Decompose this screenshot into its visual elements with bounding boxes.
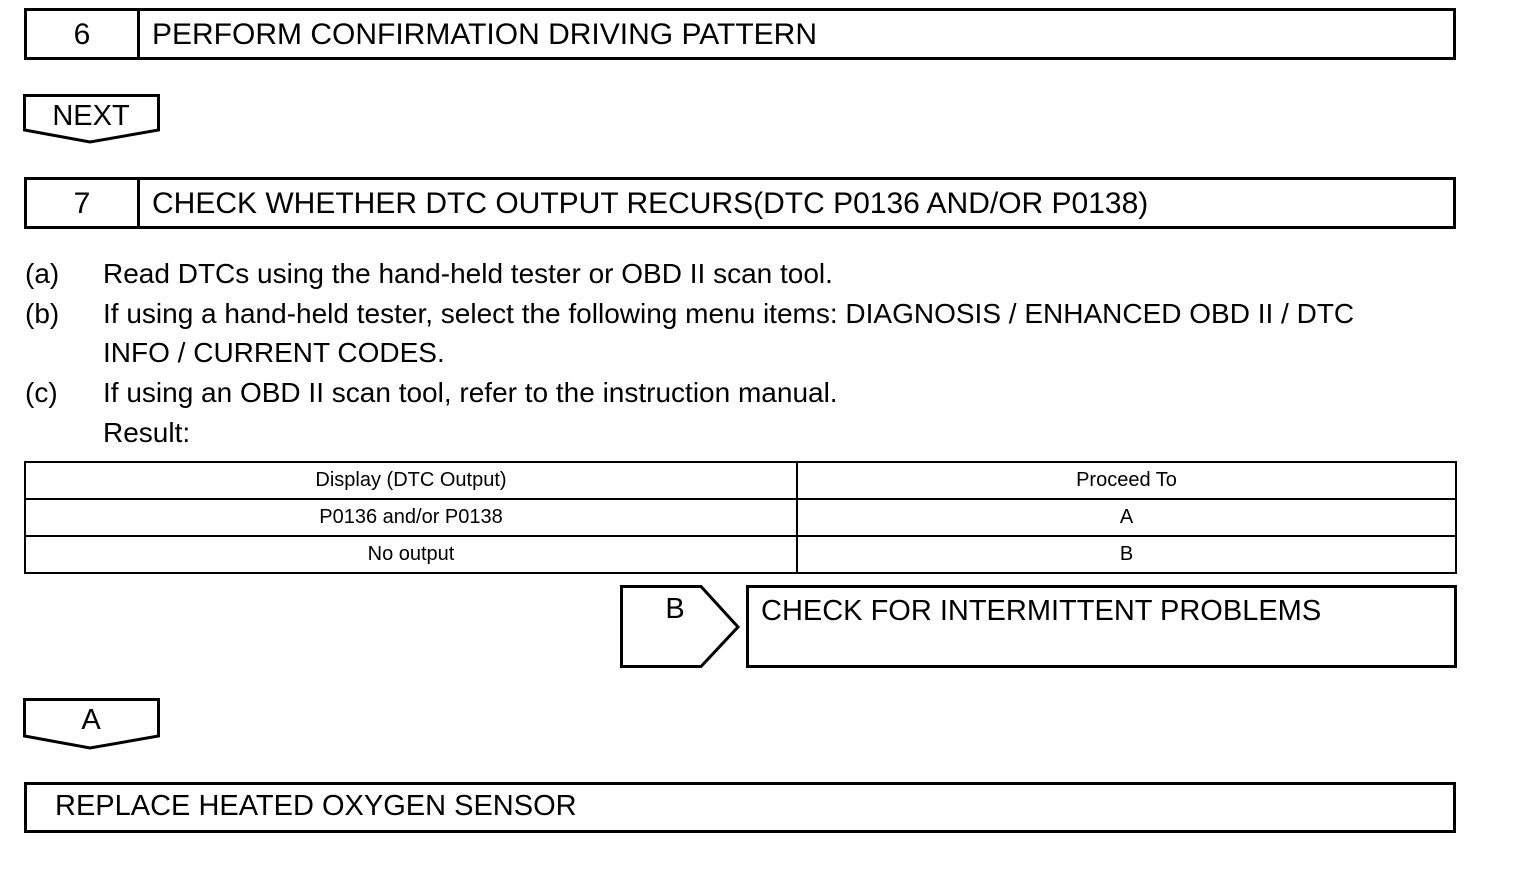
result-table-header-proceed: Proceed To [797,462,1456,499]
next-tag [23,94,159,146]
instruction-c-text: If using an OBD II scan tool, refer to the instruction manual. [103,377,838,408]
instruction-a-text: Read DTCs using the hand-held tester or OBD II scan tool. [103,258,833,289]
step-6-title: PERFORM CONFIRMATION DRIVING PATTERN [152,18,817,51]
table-cell-proceed: A [797,499,1456,536]
instruction-a [25,254,1505,294]
instruction-b-text-line2: INFO / CURRENT CODES. [103,337,445,368]
instruction-c-key: (c) [25,377,58,408]
branch-b-tag [620,585,742,669]
result-label-row [25,413,1505,453]
instruction-b-text-line1: If using a hand-held tester, select the following menu items: DIAGNOSIS / ENHANCED OBD II / DTC [103,298,1355,329]
step-7-header [24,177,1456,229]
branch-a-tag [23,698,159,750]
step-6-number: 6 [27,11,140,57]
instruction-list [25,254,1505,454]
branch-a-action-box [24,782,1456,833]
branch-b-action-box [746,585,1457,668]
table-row [25,499,1456,536]
instruction-a-key: (a) [25,258,60,289]
result-table-header-row [25,462,1456,499]
instruction-c [25,373,1505,413]
branch-a-label: A [81,704,101,736]
result-table [24,461,1457,574]
table-cell-proceed: B [797,536,1456,573]
step-6-header [24,8,1456,60]
branch-b-label: B [665,593,685,625]
instruction-b [25,294,1505,374]
step-7-title: CHECK WHETHER DTC OUTPUT RECURS(DTC P0136 AND/OR P0138) [152,187,1149,220]
result-table-header-display: Display (DTC Output) [25,462,797,499]
table-cell-display: P0136 and/or P0138 [25,499,797,536]
table-cell-display: No output [25,536,797,573]
branch-b-action: CHECK FOR INTERMITTENT PROBLEMS [761,595,1322,627]
next-tag-label: NEXT [52,100,130,132]
table-row [25,536,1456,573]
step-7-number: 7 [27,180,140,226]
result-label: Result: [103,417,191,448]
instruction-b-key: (b) [25,298,60,329]
branch-a-action: REPLACE HEATED OXYGEN SENSOR [55,790,577,822]
